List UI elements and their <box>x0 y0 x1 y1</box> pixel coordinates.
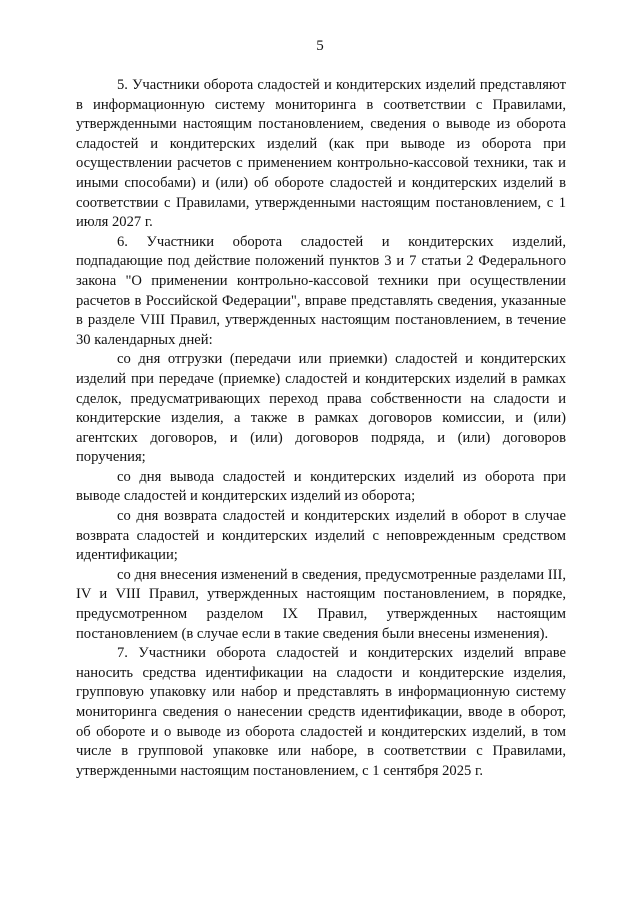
paragraph-item-6: 6. Участники оборота сладостей и кондитерских изделий, подпадающие под действие положений пунктов 3 и 7 статьи 2 Федерального закона "О применении контрольно-кассовой техники при осуществлении расчетов в Российской Федерации", вправе представлять сведения, указанные в разделе VIII Правил, утвержденных настоящим постановлением, в течение 30 календарных дней: <box>76 233 566 348</box>
page-number: 5 <box>316 38 324 54</box>
paragraph-item-7: 7. Участники оборота сладостей и кондитерских изделий вправе наносить средства идентификации на сладости и кондитерские изделия, групповую упаковку или набор и представлять в информационную систему мониторинга сведения о нанесении средств идентификации, вводе в оборот, об обороте и о выводе из оборота сладостей и кондитерских изделий, в том числе в групповой упаковке или наборе, в соответствии с Правилами, утвержденными настоящим постановлением, с 1 сентября 2025 г. <box>76 645 566 779</box>
paragraph-return-clause: со дня возврата сладостей и кондитерских изделий в оборот в случае возврата сладостей и кондитерских изделий с неповрежденным средством идентификации; <box>76 508 566 564</box>
document-body <box>76 76 566 781</box>
paragraph-shipment-clause: со дня отгрузки (передачи или приемки) сладостей и кондитерских изделий при передаче (приемке) сладостей и кондитерских изделий в рамках сделок, предусматривающих переход права собственности на сладости и кондитерские изделия, а также в рамках договоров комиссии, и (или) агентских договоров, и (или) договоров подряда, и (или) договоров поручения; <box>76 351 566 466</box>
paragraph-changes-clause: со дня внесения изменений в сведения, предусмотренные разделами III, IV и VIII Правил, утвержденных настоящим постановлением, в порядке, предусмотренном разделом IX Правил, утвержденных настоящим постановлением (в случае если в такие сведения были внесены изменения). <box>76 566 566 642</box>
paragraph-withdrawal-clause: со дня вывода сладостей и кондитерских изделий из оборота при выводе сладостей и кондитерских изделий из оборота; <box>76 468 566 505</box>
paragraph-item-5: 5. Участники оборота сладостей и кондитерских изделий представляют в информационную систему мониторинга в соответствии с Правилами, утвержденными настоящим постановлением, сведения о выводе из оборота сладостей и кондитерских изделий (как при выводе из оборота при осуществлении расчетов с применением контрольно-кассовой техники, так и иными способами) и (или) об обороте сладостей и кондитерских изделий в соответствии с Правилами, утвержденными настоящим постановлением, с 1 июля 2027 г. <box>76 77 566 231</box>
